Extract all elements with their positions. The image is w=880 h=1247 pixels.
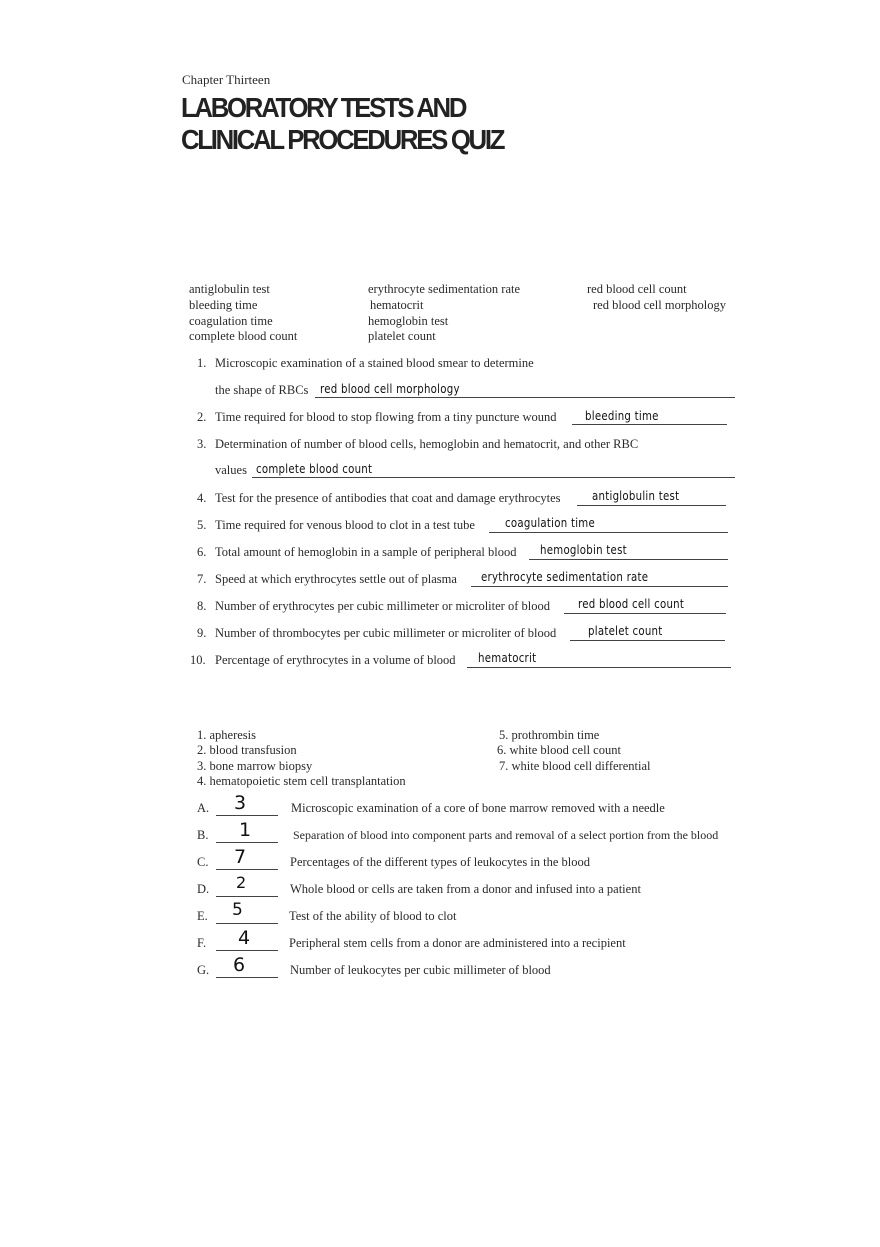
- word-bank-term: bleeding time: [189, 298, 258, 312]
- word-bank-term: hematocrit: [370, 298, 424, 312]
- word-bank-term: red blood cell count: [587, 282, 687, 296]
- question-text: values: [215, 463, 247, 477]
- word-bank-term: red blood cell morphology: [593, 298, 726, 312]
- word-bank-term: erythrocyte sedimentation rate: [368, 282, 521, 296]
- handwritten-answer: bleeding time: [585, 409, 659, 423]
- handwritten-answer: hemoglobin test: [540, 543, 627, 557]
- matching-text: Percentages of the different types of leukocytes in the blood: [290, 855, 591, 869]
- question-number: 7.: [197, 572, 207, 586]
- matching-letter: C.: [197, 855, 209, 869]
- question-text: Speed at which erythrocytes settle out of plasma: [215, 572, 457, 586]
- word-bank-term: 6. white blood cell count: [497, 743, 621, 757]
- handwritten-answer: hematocrit: [478, 651, 537, 665]
- handwritten-answer: coagulation time: [505, 516, 596, 530]
- page-title-line2: CLINICAL PROCEDURES QUIZ: [181, 124, 504, 155]
- word-bank-term: 2. blood transfusion: [197, 743, 297, 757]
- handwritten-answer: red blood cell morphology: [320, 382, 460, 396]
- question-text: Test for the presence of antibodies that coat and damage erythrocytes: [215, 491, 561, 505]
- handwritten-answer: antiglobulin test: [592, 489, 680, 503]
- answer-line: [577, 505, 726, 506]
- answer-line: [216, 977, 278, 978]
- question-text: the shape of RBCs: [215, 383, 309, 397]
- handwritten-answer: 5: [232, 900, 243, 920]
- answer-line: [529, 559, 728, 560]
- answer-line: [216, 815, 278, 816]
- handwritten-answer: 2: [236, 873, 247, 892]
- question-number: 1.: [197, 356, 207, 370]
- matching-text: Whole blood or cells are taken from a donor and infused into a patient: [290, 882, 641, 896]
- answer-line: [252, 477, 735, 478]
- chapter-label: Chapter Thirteen: [182, 72, 271, 87]
- answer-line: [216, 923, 278, 924]
- word-bank-term: hemoglobin test: [368, 314, 449, 328]
- matching-letter: B.: [197, 828, 209, 842]
- handwritten-answer: erythrocyte sedimentation rate: [481, 570, 649, 584]
- question-text: Microscopic examination of a stained blood smear to determine: [215, 356, 534, 370]
- word-bank-term: 1. apheresis: [197, 728, 257, 742]
- answer-line: [315, 397, 735, 398]
- answer-line: [467, 667, 731, 668]
- question-number: 8.: [197, 599, 207, 613]
- word-bank-term: complete blood count: [189, 329, 298, 343]
- matching-letter: G.: [197, 963, 210, 977]
- handwritten-answer: 6: [233, 954, 246, 976]
- handwritten-answer: 4: [238, 927, 251, 949]
- question-text: Time required for blood to stop flowing from a tiny puncture wound: [215, 410, 557, 424]
- word-bank-term: 5. prothrombin time: [499, 728, 600, 742]
- matching-text: Microscopic examination of a core of bone marrow removed with a needle: [291, 801, 665, 815]
- page-title-line1: LABORATORY TESTS AND: [181, 92, 466, 123]
- matching-text: Separation of blood into component parts and removal of a select portion from the blood: [293, 828, 719, 842]
- matching-text: Number of leukocytes per cubic millimeter of blood: [290, 963, 551, 977]
- question-number: 2.: [197, 410, 207, 424]
- answer-line: [570, 640, 725, 641]
- matching-letter: D.: [197, 882, 210, 896]
- question-text: Determination of number of blood cells, hemoglobin and hematocrit, and other RBC: [215, 437, 639, 451]
- handwritten-answer: red blood cell count: [578, 597, 685, 611]
- matching-text: Test of the ability of blood to clot: [289, 909, 457, 923]
- question-text: Time required for venous blood to clot in a test tube: [215, 518, 475, 532]
- question-text: Number of erythrocytes per cubic millimeter or microliter of blood: [215, 599, 550, 613]
- question-number: 5.: [197, 518, 207, 532]
- answer-line: [216, 950, 278, 951]
- question-text: Total amount of hemoglobin in a sample of peripheral blood: [215, 545, 517, 559]
- question-text: Percentage of erythrocytes in a volume of blood: [215, 653, 456, 667]
- question-number: 6.: [197, 545, 207, 559]
- word-bank-term: 7. white blood cell differential: [499, 759, 651, 773]
- handwritten-answer: platelet count: [588, 624, 663, 638]
- word-bank-term: antiglobulin test: [189, 282, 270, 296]
- word-bank-term: coagulation time: [189, 314, 273, 328]
- matching-letter: E.: [197, 909, 208, 923]
- answer-line: [216, 896, 278, 897]
- question-number: 9.: [197, 626, 207, 640]
- question-number: 4.: [197, 491, 207, 505]
- matching-letter: F.: [197, 936, 207, 950]
- word-bank-term: platelet count: [368, 329, 436, 343]
- answer-line: [216, 842, 278, 843]
- answer-line: [572, 424, 727, 425]
- handwritten-answer: 7: [234, 846, 247, 868]
- question-number: 3.: [197, 437, 207, 451]
- handwritten-answer: complete blood count: [256, 462, 373, 476]
- handwritten-answer: 3: [234, 792, 247, 814]
- answer-line: [471, 586, 728, 587]
- matching-text: Peripheral stem cells from a donor are administered into a recipient: [289, 936, 626, 950]
- answer-line: [564, 613, 726, 614]
- word-bank-term: 4. hematopoietic stem cell transplantation: [197, 774, 406, 788]
- matching-letter: A.: [197, 801, 210, 815]
- question-number: 10.: [190, 653, 206, 667]
- word-bank-term: 3. bone marrow biopsy: [197, 759, 313, 773]
- question-text: Number of thrombocytes per cubic millimeter or microliter of blood: [215, 626, 557, 640]
- handwritten-answer: 1: [239, 819, 252, 841]
- answer-line: [216, 869, 278, 870]
- answer-line: [489, 532, 728, 533]
